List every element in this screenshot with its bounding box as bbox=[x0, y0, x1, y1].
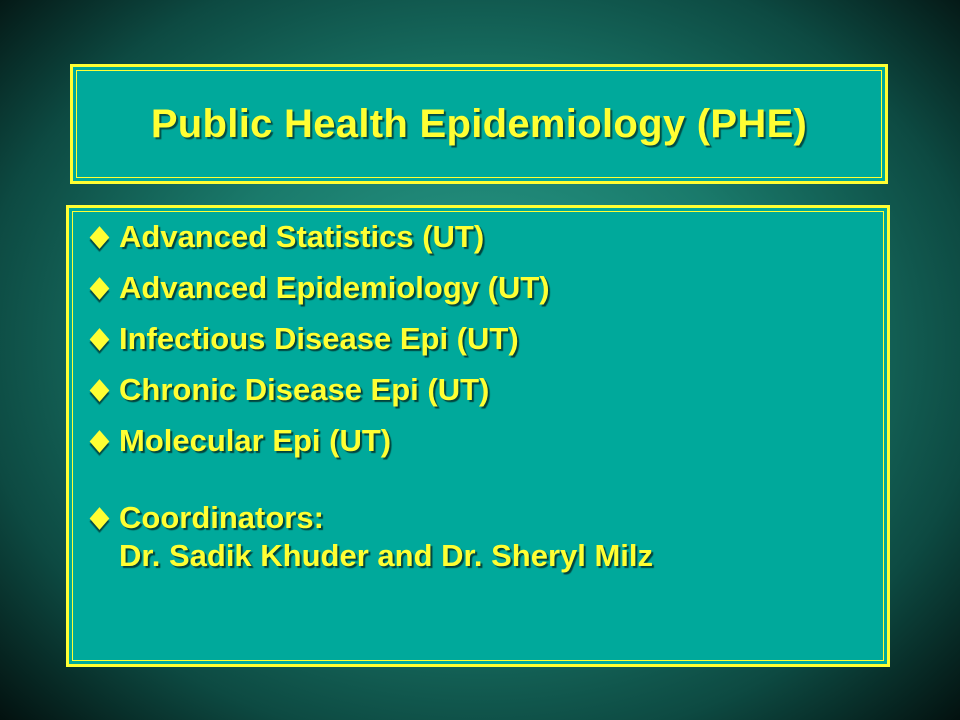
bullet-list bbox=[89, 218, 653, 575]
bullet-item bbox=[89, 218, 653, 269]
diamond-bullet-icon bbox=[89, 422, 119, 460]
bullet-text: Advanced Statistics (UT) bbox=[119, 219, 485, 254]
bullet-text: Chronic Disease Epi (UT) bbox=[119, 372, 490, 407]
bullet-text: Molecular Epi (UT) bbox=[119, 423, 392, 458]
bullet-item bbox=[89, 422, 653, 473]
bullet-text: Infectious Disease Epi (UT) bbox=[119, 321, 519, 356]
bullet-item bbox=[89, 371, 653, 422]
bullet-text: Advanced Epidemiology (UT) bbox=[119, 270, 550, 305]
diamond-bullet-icon bbox=[89, 320, 119, 358]
diamond-bullet-icon bbox=[89, 269, 119, 307]
coordinators-names: Dr. Sadik Khuder and Dr. Sheryl Milz bbox=[119, 538, 654, 573]
bullet-item bbox=[89, 269, 653, 320]
slide-title: Public Health Epidemiology (PHE) bbox=[150, 101, 808, 146]
bullet-item bbox=[89, 320, 653, 371]
diamond-bullet-icon bbox=[89, 499, 119, 537]
bullet-item-coordinators bbox=[89, 499, 653, 575]
content-box bbox=[66, 205, 890, 667]
title-box bbox=[70, 64, 888, 184]
coordinators-label: Coordinators: bbox=[119, 500, 324, 535]
diamond-bullet-icon bbox=[89, 218, 119, 256]
diamond-bullet-icon bbox=[89, 371, 119, 409]
